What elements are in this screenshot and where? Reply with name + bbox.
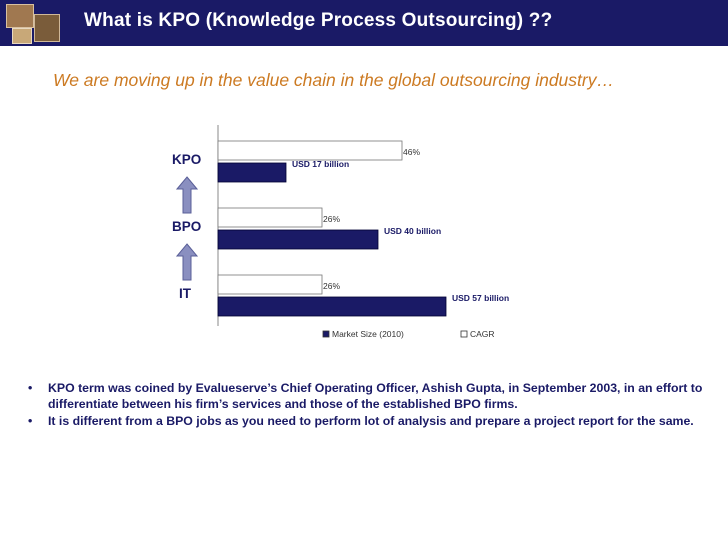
category-label-it: IT [179, 286, 191, 301]
legend-label-1: CAGR [470, 329, 495, 339]
market-bar-bpo [218, 230, 378, 249]
cagr-label-bpo: 26% [323, 214, 341, 224]
legend-label-0: Market Size (2010) [332, 329, 404, 339]
market-label-bpo: USD 40 billion [384, 226, 442, 236]
bullet-text: It is different from a BPO jobs as you need to perform lot of analysis and prepare a project report for the same. [48, 414, 694, 428]
cagr-bar-kpo [218, 141, 402, 160]
bullet-icon: • [28, 381, 33, 395]
page-title: What is KPO (Knowledge Process Outsourcing) ?? [84, 10, 553, 31]
market-label-kpo: USD 17 billion [292, 159, 350, 169]
bullet-text: KPO term was coined by Evalueserve’s Chief Operating Officer, Ashish Gupta, in September 2003, in an effort to differentiate between his firm’s services and those of the established BPO firms. [48, 381, 703, 411]
cagr-label-kpo: 46% [403, 147, 421, 157]
legend-swatch-0 [323, 331, 329, 337]
category-label-kpo: KPO [172, 152, 202, 167]
market-bar-kpo [218, 163, 286, 182]
cagr-bar-bpo [218, 208, 322, 227]
cagr-label-it: 26% [323, 281, 341, 291]
market-label-it: USD 57 billion [452, 293, 510, 303]
subtitle: We are moving up in the value chain in the global outsourcing industry… [53, 70, 614, 90]
legend-swatch-1 [461, 331, 467, 337]
list-item [28, 414, 718, 430]
category-label-bpo: BPO [172, 219, 202, 234]
market-bar-it [218, 297, 446, 316]
list-item [28, 381, 718, 412]
cagr-bar-it [218, 275, 322, 294]
bullet-icon: • [28, 414, 33, 428]
bullet-list [28, 381, 718, 432]
